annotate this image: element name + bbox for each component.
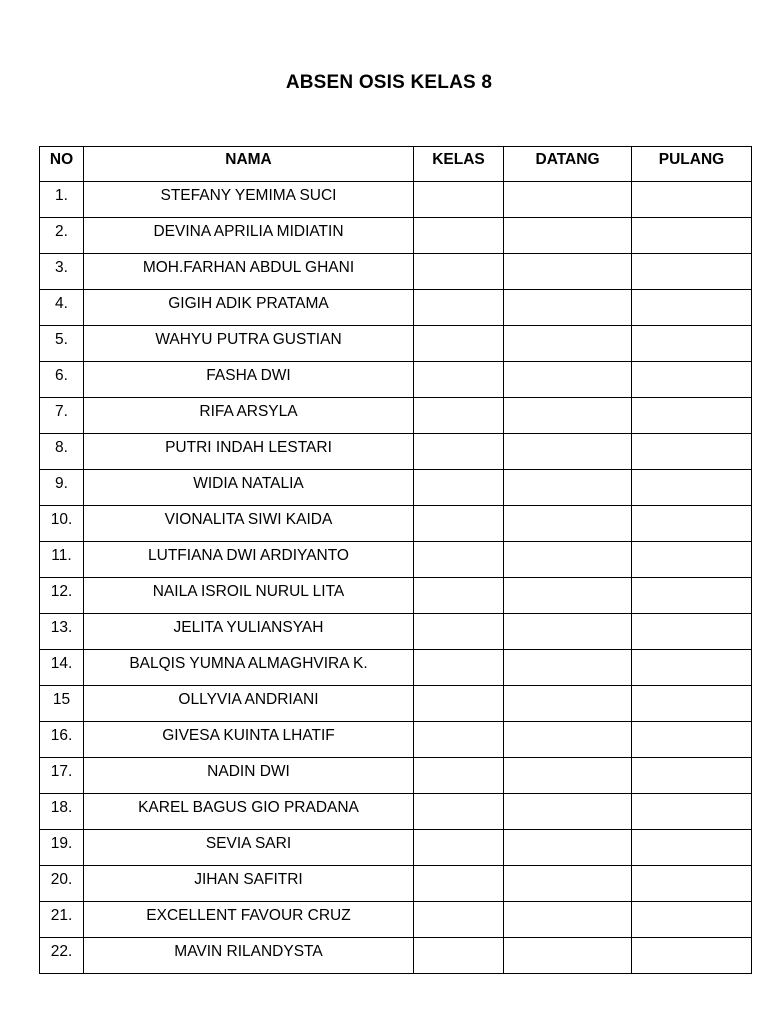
cell-no: 15: [40, 686, 84, 722]
cell-datang[interactable]: [504, 434, 632, 470]
cell-kelas[interactable]: [414, 938, 504, 974]
cell-datang[interactable]: [504, 794, 632, 830]
cell-datang[interactable]: [504, 722, 632, 758]
cell-datang[interactable]: [504, 290, 632, 326]
cell-no: 12.: [40, 578, 84, 614]
cell-kelas[interactable]: [414, 614, 504, 650]
cell-pulang[interactable]: [632, 686, 752, 722]
cell-no: 4.: [40, 290, 84, 326]
cell-pulang[interactable]: [632, 254, 752, 290]
table-row: [40, 398, 752, 434]
cell-no: 14.: [40, 650, 84, 686]
table-row: [40, 290, 752, 326]
cell-pulang[interactable]: [632, 182, 752, 218]
cell-datang[interactable]: [504, 686, 632, 722]
table-header-row: [40, 147, 752, 182]
table-row: [40, 722, 752, 758]
cell-nama: OLLYVIA ANDRIANI: [84, 686, 414, 722]
cell-pulang[interactable]: [632, 398, 752, 434]
cell-nama: STEFANY YEMIMA SUCI: [84, 182, 414, 218]
cell-datang[interactable]: [504, 938, 632, 974]
cell-pulang[interactable]: [632, 326, 752, 362]
table-row: [40, 938, 752, 974]
cell-nama: JELITA YULIANSYAH: [84, 614, 414, 650]
cell-datang[interactable]: [504, 542, 632, 578]
cell-kelas[interactable]: [414, 182, 504, 218]
table-row: [40, 902, 752, 938]
cell-pulang[interactable]: [632, 542, 752, 578]
cell-pulang[interactable]: [632, 362, 752, 398]
cell-datang[interactable]: [504, 506, 632, 542]
table-row: [40, 830, 752, 866]
cell-nama: GIVESA KUINTA LHATIF: [84, 722, 414, 758]
table-row: [40, 182, 752, 218]
cell-datang[interactable]: [504, 398, 632, 434]
cell-datang[interactable]: [504, 254, 632, 290]
header-nama: NAMA: [84, 147, 414, 182]
cell-kelas[interactable]: [414, 542, 504, 578]
cell-kelas[interactable]: [414, 902, 504, 938]
cell-nama: NADIN DWI: [84, 758, 414, 794]
cell-nama: SEVIA SARI: [84, 830, 414, 866]
table-row: [40, 686, 752, 722]
cell-nama: GIGIH ADIK PRATAMA: [84, 290, 414, 326]
page-title: ABSEN OSIS KELAS 8: [285, 72, 493, 93]
cell-nama: MOH.FARHAN ABDUL GHANI: [84, 254, 414, 290]
cell-no: 22.: [40, 938, 84, 974]
cell-no: 20.: [40, 866, 84, 902]
cell-no: 21.: [40, 902, 84, 938]
cell-no: 13.: [40, 614, 84, 650]
cell-pulang[interactable]: [632, 650, 752, 686]
table-row: [40, 362, 752, 398]
cell-nama: WIDIA NATALIA: [84, 470, 414, 506]
cell-datang[interactable]: [504, 902, 632, 938]
table-row: [40, 434, 752, 470]
cell-datang[interactable]: [504, 578, 632, 614]
cell-kelas[interactable]: [414, 578, 504, 614]
cell-datang[interactable]: [504, 362, 632, 398]
cell-kelas[interactable]: [414, 434, 504, 470]
cell-datang[interactable]: [504, 758, 632, 794]
table-row: [40, 254, 752, 290]
cell-pulang[interactable]: [632, 218, 752, 254]
cell-kelas[interactable]: [414, 398, 504, 434]
cell-kelas[interactable]: [414, 254, 504, 290]
cell-kelas[interactable]: [414, 686, 504, 722]
table-row: [40, 542, 752, 578]
table-row: [40, 758, 752, 794]
header-kelas: KELAS: [414, 147, 504, 182]
cell-nama: VIONALITA SIWI KAIDA: [84, 506, 414, 542]
cell-no: 1.: [40, 182, 84, 218]
cell-datang[interactable]: [504, 614, 632, 650]
table-row: [40, 326, 752, 362]
cell-nama: FASHA DWI: [84, 362, 414, 398]
table-row: [40, 470, 752, 506]
header-pulang: PULANG: [632, 147, 752, 182]
table-row: [40, 218, 752, 254]
cell-nama: MAVIN RILANDYSTA: [84, 938, 414, 974]
table-row: [40, 650, 752, 686]
table-row: [40, 866, 752, 902]
cell-nama: DEVINA APRILIA MIDIATIN: [84, 218, 414, 254]
cell-datang[interactable]: [504, 182, 632, 218]
cell-pulang[interactable]: [632, 434, 752, 470]
cell-no: 5.: [40, 326, 84, 362]
cell-pulang[interactable]: [632, 470, 752, 506]
cell-no: 9.: [40, 470, 84, 506]
cell-datang[interactable]: [504, 830, 632, 866]
table-row: [40, 794, 752, 830]
cell-nama: JIHAN SAFITRI: [84, 866, 414, 902]
table-body: [40, 182, 752, 974]
attendance-table: [39, 146, 752, 974]
cell-kelas[interactable]: [414, 326, 504, 362]
cell-no: 10.: [40, 506, 84, 542]
cell-no: 19.: [40, 830, 84, 866]
cell-nama: LUTFIANA DWI ARDIYANTO: [84, 542, 414, 578]
cell-pulang[interactable]: [632, 578, 752, 614]
cell-nama: PUTRI INDAH LESTARI: [84, 434, 414, 470]
table-row: [40, 614, 752, 650]
cell-kelas[interactable]: [414, 470, 504, 506]
cell-datang[interactable]: [504, 650, 632, 686]
cell-nama: EXCELLENT FAVOUR CRUZ: [84, 902, 414, 938]
cell-kelas[interactable]: [414, 362, 504, 398]
cell-kelas[interactable]: [414, 506, 504, 542]
cell-no: 6.: [40, 362, 84, 398]
cell-no: 8.: [40, 434, 84, 470]
cell-pulang[interactable]: [632, 614, 752, 650]
cell-no: 17.: [40, 758, 84, 794]
cell-pulang[interactable]: [632, 866, 752, 902]
cell-kelas[interactable]: [414, 794, 504, 830]
cell-pulang[interactable]: [632, 506, 752, 542]
cell-nama: BALQIS YUMNA ALMAGHVIRA K.: [84, 650, 414, 686]
cell-pulang[interactable]: [632, 758, 752, 794]
table-row: [40, 578, 752, 614]
cell-datang[interactable]: [504, 326, 632, 362]
table-row: [40, 506, 752, 542]
cell-pulang[interactable]: [632, 290, 752, 326]
cell-kelas[interactable]: [414, 722, 504, 758]
cell-pulang[interactable]: [632, 722, 752, 758]
cell-kelas[interactable]: [414, 758, 504, 794]
cell-pulang[interactable]: [632, 902, 752, 938]
cell-kelas[interactable]: [414, 218, 504, 254]
cell-kelas[interactable]: [414, 830, 504, 866]
cell-no: 11.: [40, 542, 84, 578]
cell-no: 3.: [40, 254, 84, 290]
cell-no: 18.: [40, 794, 84, 830]
cell-pulang[interactable]: [632, 938, 752, 974]
cell-no: 16.: [40, 722, 84, 758]
cell-kelas[interactable]: [414, 650, 504, 686]
cell-pulang[interactable]: [632, 794, 752, 830]
header-datang: DATANG: [504, 147, 632, 182]
cell-no: 7.: [40, 398, 84, 434]
header-no: NO: [40, 147, 84, 182]
cell-nama: KAREL BAGUS GIO PRADANA: [84, 794, 414, 830]
cell-datang[interactable]: [504, 866, 632, 902]
cell-nama: NAILA ISROIL NURUL LITA: [84, 578, 414, 614]
cell-nama: WAHYU PUTRA GUSTIAN: [84, 326, 414, 362]
cell-kelas[interactable]: [414, 866, 504, 902]
cell-no: 2.: [40, 218, 84, 254]
cell-kelas[interactable]: [414, 290, 504, 326]
cell-pulang[interactable]: [632, 830, 752, 866]
cell-nama: RIFA ARSYLA: [84, 398, 414, 434]
cell-datang[interactable]: [504, 218, 632, 254]
cell-datang[interactable]: [504, 470, 632, 506]
